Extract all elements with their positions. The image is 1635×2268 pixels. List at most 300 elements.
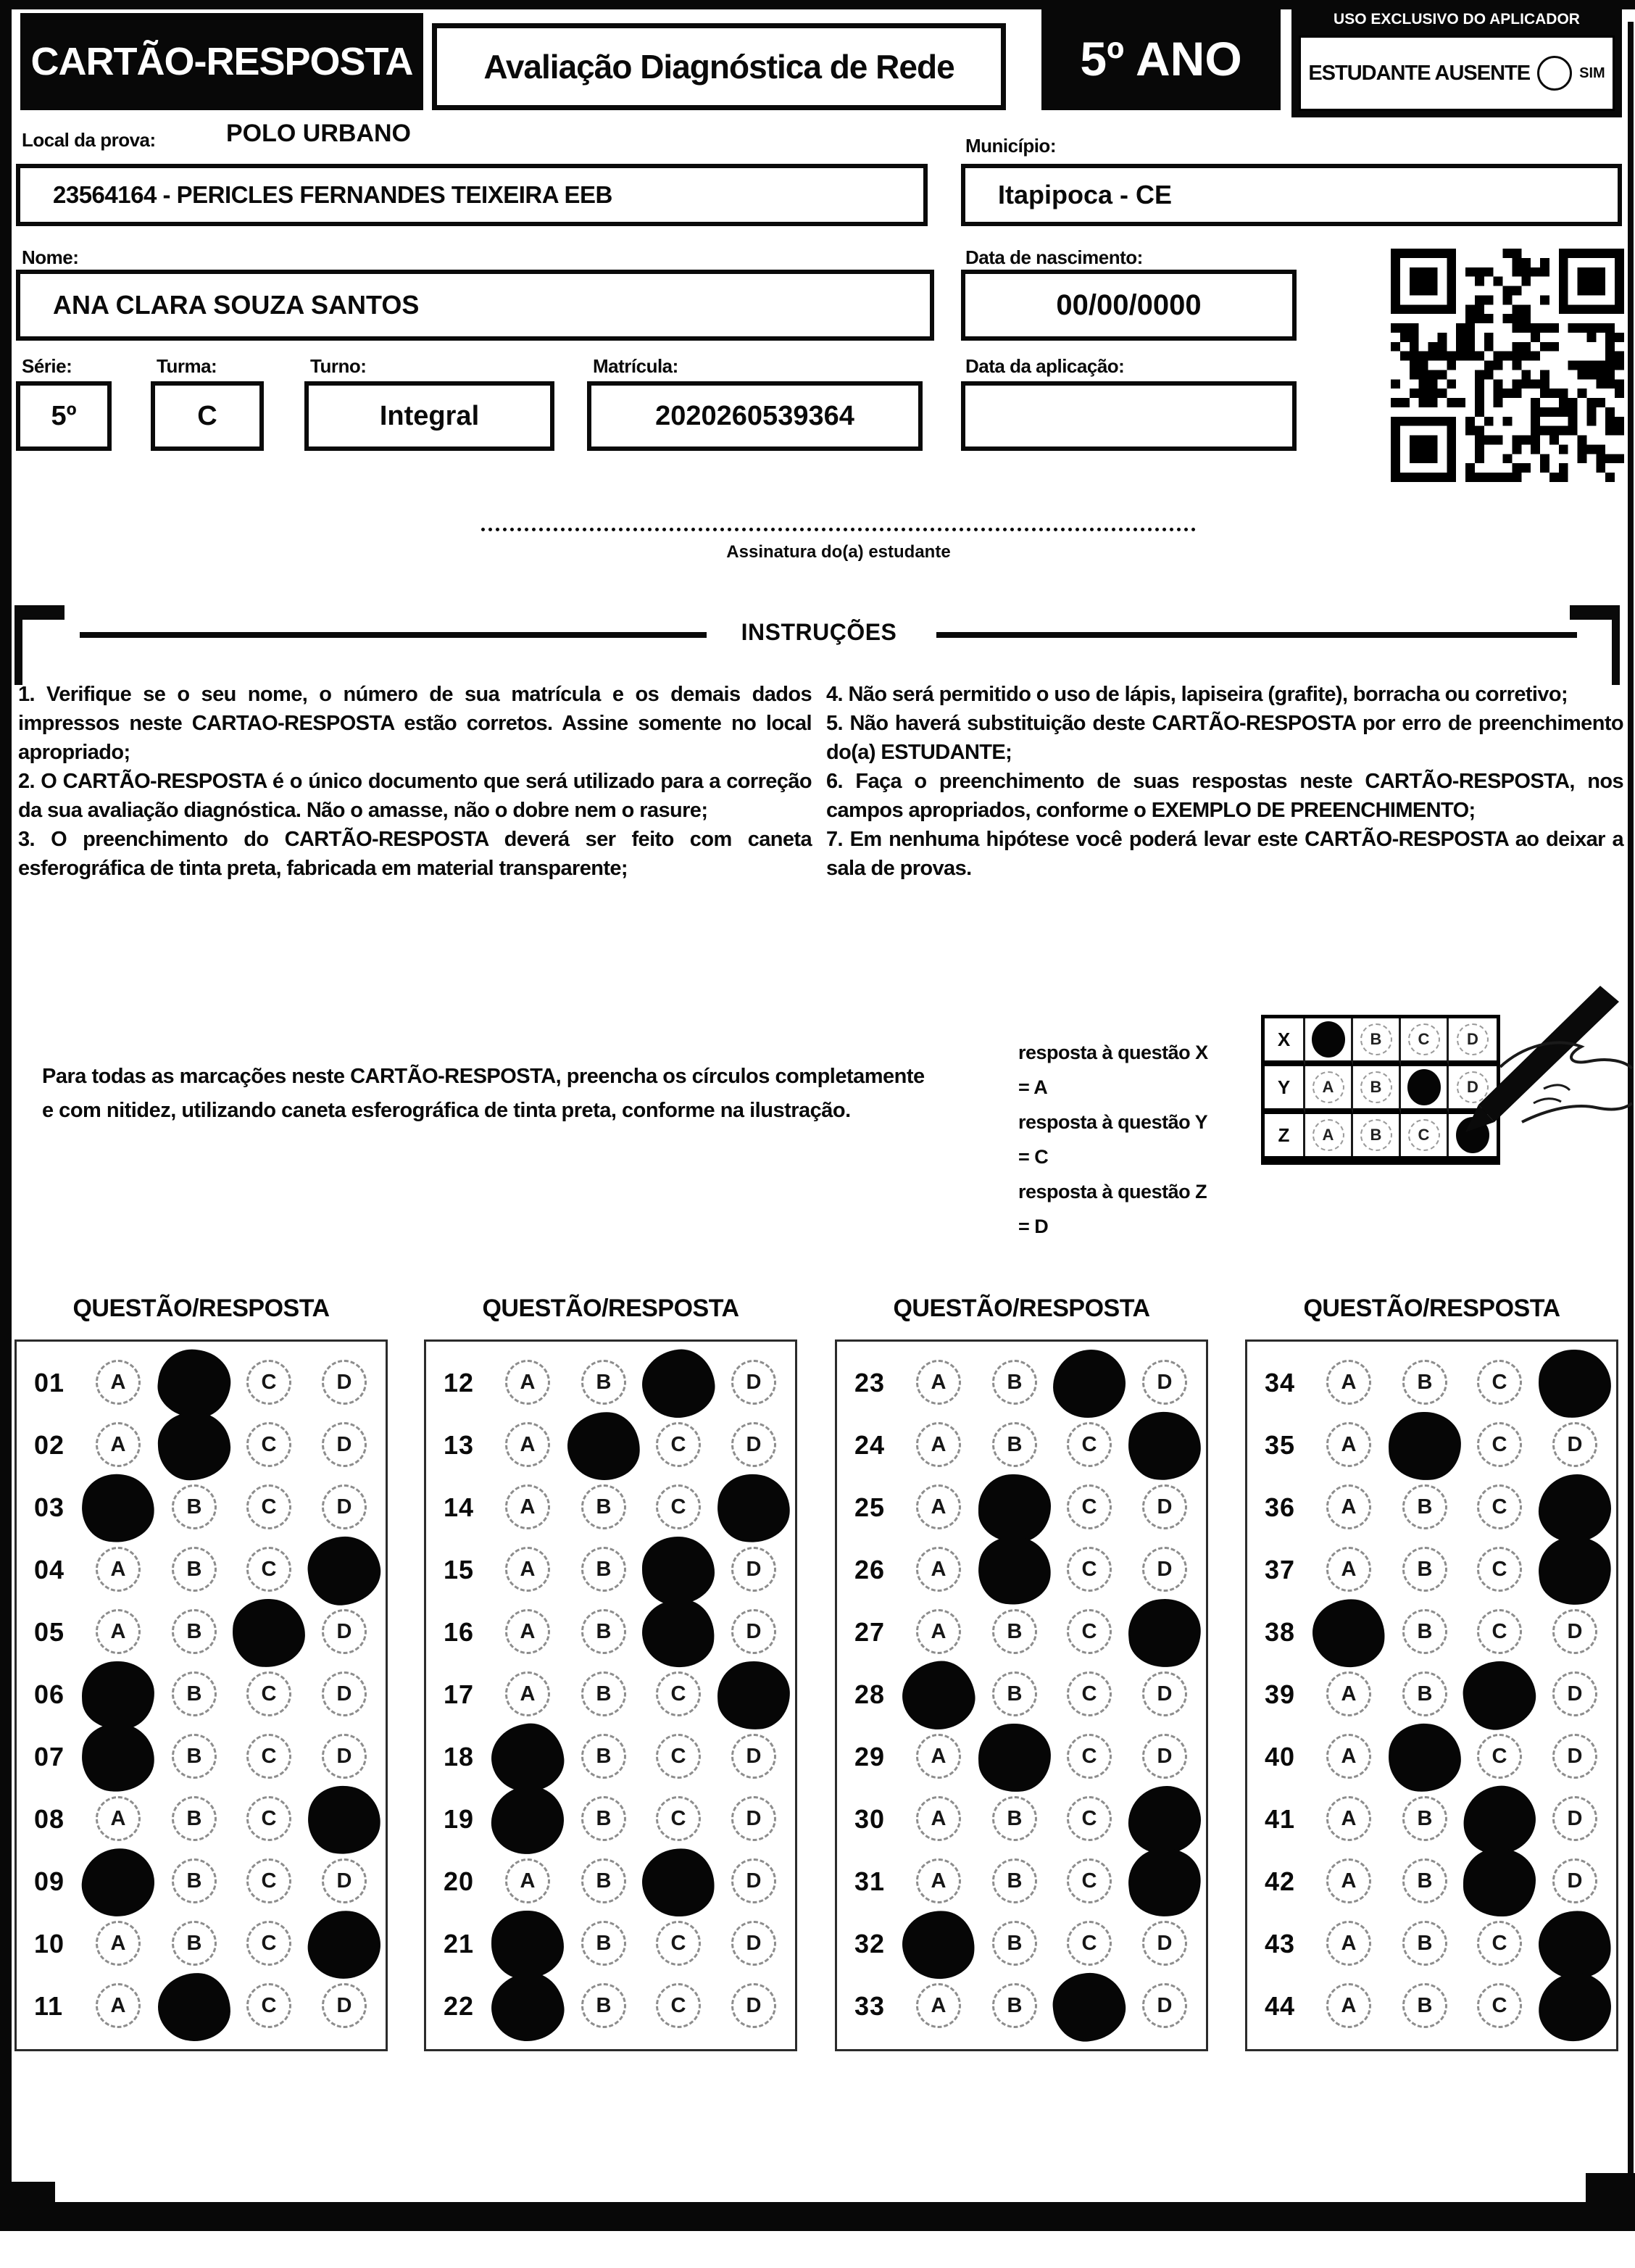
answer-bubble[interactable] bbox=[656, 1422, 701, 1467]
question-number: 26 bbox=[854, 1555, 886, 1584]
turno-value: Integral bbox=[379, 400, 480, 431]
answer-bubble[interactable] bbox=[731, 1422, 776, 1467]
answer-bubble-marked[interactable] bbox=[1128, 1785, 1202, 1855]
answer-bubble-marked[interactable] bbox=[642, 1537, 715, 1605]
answer-bubble[interactable] bbox=[1477, 1983, 1522, 2028]
answer-bubble[interactable] bbox=[1326, 1858, 1371, 1903]
answer-bubble-letter: B bbox=[186, 1619, 202, 1643]
question-row bbox=[426, 1788, 795, 1850]
answer-bubble-letter: A bbox=[1341, 1806, 1357, 1830]
question-number: 04 bbox=[34, 1555, 65, 1584]
question-number: 28 bbox=[854, 1679, 886, 1709]
answer-bubble[interactable] bbox=[172, 1484, 217, 1529]
answer-bubble-marked[interactable] bbox=[1537, 1971, 1613, 2043]
answer-bubble-letter: A bbox=[931, 1557, 947, 1581]
question-number: 24 bbox=[854, 1430, 886, 1460]
question-number: 43 bbox=[1265, 1929, 1296, 1958]
answer-bubble[interactable] bbox=[96, 1360, 141, 1405]
question-number: 01 bbox=[34, 1368, 65, 1397]
question-row bbox=[17, 1539, 386, 1601]
answer-bubble-marked[interactable] bbox=[154, 1346, 233, 1421]
turma-field bbox=[151, 381, 264, 451]
answer-bubble[interactable] bbox=[916, 1360, 961, 1405]
answer-bubble[interactable] bbox=[992, 1796, 1037, 1841]
answer-bubble[interactable] bbox=[1067, 1858, 1112, 1903]
question-number: 18 bbox=[444, 1742, 475, 1771]
answer-bubble-marked[interactable] bbox=[491, 1910, 565, 1980]
answer-bubble[interactable] bbox=[322, 1609, 367, 1654]
answer-bubble[interactable] bbox=[1402, 1921, 1447, 1966]
answer-bubble-letter: C bbox=[1492, 1370, 1507, 1394]
card-title-text: CARTÃO-RESPOSTA bbox=[30, 40, 413, 83]
answer-bubble[interactable] bbox=[1477, 1547, 1522, 1592]
answer-bubble[interactable] bbox=[172, 1734, 217, 1779]
answer-bubble-letter: C bbox=[261, 1557, 277, 1581]
absent-option-label: SIM bbox=[1579, 65, 1605, 81]
example-row-label bbox=[1265, 1114, 1305, 1156]
answer-bubble[interactable] bbox=[656, 1921, 701, 1966]
instruction-item: 3. O preenchimento do CARTÃO-RESPOSTA deverá ser feito com caneta esferográfica de tinta preta, fabricada em material transparente; bbox=[18, 828, 812, 880]
bubble-outline-icon bbox=[1312, 1119, 1344, 1151]
answer-bubble[interactable] bbox=[581, 1484, 626, 1529]
answer-bubble-marked[interactable] bbox=[304, 1782, 383, 1858]
student-absent-label: ESTUDANTE AUSENTE bbox=[1308, 61, 1531, 85]
answer-bubble[interactable] bbox=[96, 1609, 141, 1654]
answer-bubble[interactable] bbox=[505, 1671, 550, 1716]
answer-bubble[interactable] bbox=[581, 1360, 626, 1405]
aplicacao-label: Data da aplicação: bbox=[965, 355, 1125, 377]
question-number: 08 bbox=[34, 1804, 65, 1834]
question-number: 41 bbox=[1265, 1804, 1296, 1834]
answer-bubble[interactable] bbox=[322, 1983, 367, 2028]
answer-bubble-marked[interactable] bbox=[638, 1346, 717, 1421]
answer-bubble[interactable] bbox=[731, 1858, 776, 1903]
answer-bubble[interactable] bbox=[96, 1921, 141, 1966]
answer-bubble[interactable] bbox=[172, 1609, 217, 1654]
answer-bubble-marked[interactable] bbox=[1387, 1721, 1463, 1793]
answer-bubble[interactable] bbox=[1552, 1796, 1597, 1841]
example-key-line: resposta à questão Z = D bbox=[1018, 1181, 1207, 1237]
answer-bubble[interactable] bbox=[505, 1360, 550, 1405]
answer-bubble-marked[interactable] bbox=[978, 1474, 1051, 1542]
answer-bubble-letter: B bbox=[186, 1682, 202, 1706]
answer-bubble[interactable] bbox=[992, 1422, 1037, 1467]
turma-value: C bbox=[197, 400, 217, 431]
answer-bubble[interactable] bbox=[1067, 1422, 1112, 1467]
answer-bubble[interactable] bbox=[581, 1734, 626, 1779]
answer-bubble-letter: C bbox=[261, 1432, 277, 1456]
answer-bubble[interactable] bbox=[1326, 1360, 1371, 1405]
question-row bbox=[17, 1601, 386, 1663]
nascimento-field bbox=[961, 270, 1297, 341]
answer-bubble[interactable] bbox=[1552, 1609, 1597, 1654]
answer-bubble[interactable] bbox=[1477, 1360, 1522, 1405]
signature-label: Assinatura do(a) estudante bbox=[726, 542, 951, 562]
answer-bubble[interactable] bbox=[246, 1484, 291, 1529]
answer-bubble-marked[interactable] bbox=[80, 1846, 157, 1919]
question-row bbox=[837, 1788, 1206, 1850]
answer-bubble[interactable] bbox=[1067, 1921, 1112, 1966]
question-number: 06 bbox=[34, 1679, 65, 1709]
question-number: 16 bbox=[444, 1617, 475, 1647]
answer-bubble[interactable] bbox=[505, 1547, 550, 1592]
answer-bubble[interactable] bbox=[656, 1484, 701, 1529]
answer-bubble[interactable] bbox=[1402, 1547, 1447, 1592]
answer-bubble[interactable] bbox=[172, 1858, 217, 1903]
answer-bubble-marked[interactable] bbox=[716, 1659, 792, 1731]
question-row bbox=[1247, 1975, 1616, 2038]
answer-bubble-marked[interactable] bbox=[1126, 1596, 1204, 1670]
example-bubble-filled bbox=[1305, 1018, 1353, 1066]
answer-bubble-letter: D bbox=[1157, 1744, 1173, 1768]
answer-bubble-letter: C bbox=[1492, 1993, 1507, 2017]
answer-bubble[interactable] bbox=[1552, 1734, 1597, 1779]
answer-bubble[interactable] bbox=[246, 1360, 291, 1405]
answer-bubble[interactable] bbox=[1477, 1734, 1522, 1779]
answer-bubble[interactable] bbox=[322, 1484, 367, 1529]
answer-bubble-letter: C bbox=[261, 1682, 277, 1706]
answer-bubble[interactable] bbox=[322, 1671, 367, 1716]
answer-bubble[interactable] bbox=[96, 1983, 141, 2028]
answer-bubble[interactable] bbox=[246, 1796, 291, 1841]
answer-bubble-letter: A bbox=[1341, 1993, 1357, 2017]
answer-bubble[interactable] bbox=[1142, 1983, 1187, 2028]
question-row bbox=[17, 1913, 386, 1975]
answer-bubble[interactable] bbox=[916, 1734, 961, 1779]
applicator-box bbox=[1291, 4, 1622, 117]
answer-bubble[interactable] bbox=[1326, 1983, 1371, 2028]
answer-bubble[interactable] bbox=[1326, 1547, 1371, 1592]
answer-bubble[interactable] bbox=[731, 1547, 776, 1592]
question-number: 12 bbox=[444, 1368, 475, 1397]
answer-bubble-marked[interactable] bbox=[639, 1845, 717, 1919]
answer-bubble[interactable] bbox=[1402, 1360, 1447, 1405]
answer-bubble-letter: B bbox=[1007, 1806, 1023, 1830]
answer-bubble-letter: A bbox=[520, 1370, 536, 1394]
answer-bubble-letter: A bbox=[1341, 1370, 1357, 1394]
answer-bubble[interactable] bbox=[1552, 1858, 1597, 1903]
answer-bubble[interactable] bbox=[916, 1858, 961, 1903]
absent-bubble[interactable] bbox=[1537, 56, 1572, 91]
answer-bubble[interactable] bbox=[1326, 1921, 1371, 1966]
answer-bubble-marked[interactable] bbox=[1460, 1658, 1539, 1733]
answer-bubble-letter: B bbox=[186, 1931, 202, 1955]
instructions-title: INSTRUÇÕES bbox=[741, 619, 897, 645]
answer-bubble-marked[interactable] bbox=[1460, 1782, 1540, 1858]
answer-bubble[interactable] bbox=[172, 1921, 217, 1966]
instruction-item: 5. Não haverá substituição deste CARTÃO-RESPOSTA por erro de preenchimento do(a) ESTUDANTE; bbox=[826, 712, 1623, 764]
answer-bubble[interactable] bbox=[505, 1609, 550, 1654]
answer-bubble[interactable] bbox=[656, 1796, 701, 1841]
answer-bubble-marked[interactable] bbox=[714, 1471, 793, 1546]
answer-bubble-marked[interactable] bbox=[899, 1657, 979, 1733]
answers-column bbox=[14, 1339, 388, 2051]
answer-bubble[interactable] bbox=[1142, 1921, 1187, 1966]
answer-bubble[interactable] bbox=[1402, 1671, 1447, 1716]
answer-bubble[interactable] bbox=[731, 1609, 776, 1654]
question-number: 11 bbox=[34, 1991, 64, 2021]
answer-bubble-marked[interactable] bbox=[566, 1410, 642, 1482]
answer-bubble-letter: B bbox=[1417, 1931, 1433, 1955]
answer-bubble-letter: D bbox=[1157, 1682, 1173, 1706]
answer-bubble[interactable] bbox=[96, 1422, 141, 1467]
answer-bubble[interactable] bbox=[322, 1734, 367, 1779]
question-row bbox=[426, 1539, 795, 1601]
answer-bubble[interactable] bbox=[731, 1796, 776, 1841]
answer-bubble[interactable] bbox=[246, 1983, 291, 2028]
card-title bbox=[20, 13, 423, 110]
answer-bubble-marked[interactable] bbox=[1049, 1969, 1128, 2045]
answer-bubble[interactable] bbox=[1326, 1484, 1371, 1529]
question-row bbox=[837, 1476, 1206, 1539]
instruction-item: 2. O CARTÃO-RESPOSTA é o único documento que será utilizado para a correção da sua avaliação diagnóstica. Não o amasse, não o dobre nem o rasure; bbox=[18, 770, 812, 822]
answer-bubble[interactable] bbox=[581, 1921, 626, 1966]
answer-bubble-letter: A bbox=[1341, 1557, 1357, 1581]
question-number: 32 bbox=[854, 1929, 886, 1958]
answer-bubble[interactable] bbox=[1067, 1484, 1112, 1529]
answer-bubble[interactable] bbox=[581, 1858, 626, 1903]
answer-bubble[interactable] bbox=[1326, 1734, 1371, 1779]
answer-bubble-letter: D bbox=[1567, 1682, 1583, 1706]
answer-bubble[interactable] bbox=[1552, 1671, 1597, 1716]
example-bubble-letter: A bbox=[1322, 1078, 1334, 1096]
question-row bbox=[837, 1850, 1206, 1913]
answer-bubble-letter: A bbox=[110, 1931, 126, 1955]
answer-bubble-letter: D bbox=[1567, 1619, 1583, 1643]
answer-bubble[interactable] bbox=[731, 1921, 776, 1966]
answer-bubble-marked[interactable] bbox=[1463, 1848, 1536, 1916]
answer-bubble[interactable] bbox=[246, 1921, 291, 1966]
answer-bubble-marked[interactable] bbox=[488, 1721, 567, 1795]
answer-bubble[interactable] bbox=[731, 1734, 776, 1779]
question-row bbox=[426, 1601, 795, 1663]
nome-label: Nome: bbox=[22, 246, 79, 268]
answer-bubble[interactable] bbox=[246, 1547, 291, 1592]
answer-bubble[interactable] bbox=[916, 1983, 961, 2028]
answer-bubble-marked[interactable] bbox=[1538, 1474, 1612, 1543]
question-row bbox=[1247, 1601, 1616, 1663]
example-bubble-letter: C bbox=[1418, 1030, 1430, 1048]
answer-bubble[interactable] bbox=[96, 1547, 141, 1592]
question-number: 02 bbox=[34, 1430, 65, 1460]
answer-bubble[interactable] bbox=[581, 1671, 626, 1716]
answer-bubble[interactable] bbox=[1142, 1547, 1187, 1592]
answer-bubble-letter: D bbox=[1567, 1806, 1583, 1830]
question-row bbox=[426, 1850, 795, 1913]
answer-bubble[interactable] bbox=[581, 1983, 626, 2028]
answer-bubble-marked[interactable] bbox=[1125, 1844, 1205, 1920]
answer-bubble-marked[interactable] bbox=[1052, 1349, 1126, 1418]
answer-bubble[interactable] bbox=[992, 1983, 1037, 2028]
answer-bubble-marked[interactable] bbox=[157, 1411, 231, 1481]
qr-code bbox=[1391, 249, 1624, 482]
question-number: 27 bbox=[854, 1617, 886, 1647]
example-bubble-letter: B bbox=[1370, 1078, 1382, 1096]
answer-bubble[interactable] bbox=[1477, 1609, 1522, 1654]
answer-bubble[interactable] bbox=[505, 1858, 550, 1903]
question-row bbox=[17, 1476, 386, 1539]
answer-bubble-letter: C bbox=[1081, 1682, 1097, 1706]
answer-bubble-letter: A bbox=[931, 1495, 947, 1519]
question-row bbox=[1247, 1476, 1616, 1539]
example-bubble bbox=[1353, 1018, 1401, 1066]
answer-bubble[interactable] bbox=[656, 1671, 701, 1716]
answer-bubble-letter: D bbox=[1157, 1495, 1173, 1519]
answer-bubble[interactable] bbox=[731, 1983, 776, 2028]
answer-bubble[interactable] bbox=[172, 1547, 217, 1592]
answer-bubble[interactable] bbox=[1142, 1734, 1187, 1779]
example-bubble-letter: D bbox=[1467, 1078, 1478, 1096]
matricula-value: 2020260539364 bbox=[655, 400, 854, 431]
answer-bubble-marked[interactable] bbox=[79, 1721, 157, 1795]
answer-bubble[interactable] bbox=[322, 1422, 367, 1467]
answer-bubble-letter: B bbox=[1007, 1682, 1023, 1706]
answer-bubble[interactable] bbox=[581, 1547, 626, 1592]
answer-bubble[interactable] bbox=[1326, 1796, 1371, 1841]
answer-bubble-letter: D bbox=[336, 1432, 352, 1456]
answer-bubble[interactable] bbox=[1402, 1484, 1447, 1529]
applicator-label: USO EXCLUSIVO DO APLICADOR bbox=[1334, 11, 1580, 28]
answer-bubble-marked[interactable] bbox=[231, 1598, 306, 1668]
footer-bar bbox=[0, 2202, 1635, 2231]
answer-bubble[interactable] bbox=[1142, 1484, 1187, 1529]
answer-bubble-letter: C bbox=[1081, 1557, 1097, 1581]
answer-bubble-marked[interactable] bbox=[1309, 1595, 1388, 1671]
answer-bubble[interactable] bbox=[1067, 1609, 1112, 1654]
answer-bubble[interactable] bbox=[1067, 1796, 1112, 1841]
answer-bubble-letter: B bbox=[596, 1495, 612, 1519]
answer-bubble-marked[interactable] bbox=[490, 1785, 565, 1855]
answer-bubble-letter: C bbox=[670, 1931, 686, 1955]
answer-bubble-marked[interactable] bbox=[1126, 1410, 1203, 1483]
answer-bubble-letter: B bbox=[1007, 1993, 1023, 2017]
answer-bubble[interactable] bbox=[1142, 1360, 1187, 1405]
question-number: 10 bbox=[34, 1929, 65, 1958]
answer-bubble[interactable] bbox=[656, 1983, 701, 2028]
answer-bubble-marked[interactable] bbox=[80, 1660, 155, 1730]
answer-bubble[interactable] bbox=[1477, 1422, 1522, 1467]
answer-bubble[interactable] bbox=[172, 1796, 217, 1841]
instruction-item: 7. Em nenhuma hipótese você poderá levar este CARTÃO-RESPOSTA ao deixar a sala de provas. bbox=[826, 828, 1623, 880]
answer-bubble-marked[interactable] bbox=[1536, 1908, 1614, 1982]
question-row bbox=[837, 1352, 1206, 1414]
answer-bubble-letter: B bbox=[596, 1744, 612, 1768]
answer-bubble[interactable] bbox=[505, 1484, 550, 1529]
answer-bubble-letter: A bbox=[520, 1619, 536, 1643]
answer-bubble[interactable] bbox=[1402, 1796, 1447, 1841]
answer-bubble-marked[interactable] bbox=[1535, 1532, 1615, 1608]
answer-bubble-letter: B bbox=[1417, 1993, 1433, 2017]
answer-bubble[interactable] bbox=[1402, 1858, 1447, 1903]
answer-bubble-marked[interactable] bbox=[78, 1470, 159, 1546]
answer-bubble-marked[interactable] bbox=[1387, 1411, 1462, 1481]
answer-bubble[interactable] bbox=[992, 1360, 1037, 1405]
answer-bubble[interactable] bbox=[1067, 1671, 1112, 1716]
answer-bubble[interactable] bbox=[916, 1484, 961, 1529]
bubble-outline-icon bbox=[1360, 1119, 1392, 1151]
question-number: 40 bbox=[1265, 1742, 1296, 1771]
answer-bubble-marked[interactable] bbox=[1537, 1348, 1612, 1418]
answer-bubble[interactable] bbox=[581, 1609, 626, 1654]
answer-bubble[interactable] bbox=[656, 1734, 701, 1779]
student-absent-field bbox=[1299, 36, 1615, 111]
answer-bubble-marked[interactable] bbox=[157, 1972, 231, 2042]
answer-bubble-letter: D bbox=[1157, 1993, 1173, 2017]
answer-bubble[interactable] bbox=[246, 1671, 291, 1716]
answer-bubble[interactable] bbox=[581, 1796, 626, 1841]
answer-bubble[interactable] bbox=[1477, 1921, 1522, 1966]
answer-bubble[interactable] bbox=[992, 1858, 1037, 1903]
answer-bubble[interactable] bbox=[96, 1796, 141, 1841]
question-number: 09 bbox=[34, 1866, 65, 1896]
answer-bubble[interactable] bbox=[916, 1422, 961, 1467]
answer-bubble-letter: B bbox=[1007, 1869, 1023, 1893]
answer-bubble-marked[interactable] bbox=[899, 1907, 978, 1982]
answer-bubble[interactable] bbox=[992, 1609, 1037, 1654]
instructions-right-column bbox=[826, 680, 1623, 883]
answer-bubble-marked[interactable] bbox=[488, 1969, 568, 2045]
signature-line[interactable] bbox=[481, 528, 1196, 531]
answer-bubble[interactable] bbox=[246, 1734, 291, 1779]
answer-bubble[interactable] bbox=[246, 1858, 291, 1903]
serie-label: Série: bbox=[22, 355, 72, 377]
answer-bubble[interactable] bbox=[731, 1360, 776, 1405]
answer-bubble[interactable] bbox=[1552, 1422, 1597, 1467]
answer-bubble[interactable] bbox=[916, 1609, 961, 1654]
answer-bubble[interactable] bbox=[992, 1671, 1037, 1716]
answer-bubble[interactable] bbox=[1402, 1983, 1447, 2028]
answer-bubble-marked[interactable] bbox=[305, 1908, 383, 1982]
question-row bbox=[426, 1352, 795, 1414]
answer-bubble[interactable] bbox=[992, 1921, 1037, 1966]
question-row bbox=[837, 1726, 1206, 1788]
municipio-field bbox=[961, 164, 1622, 226]
answer-bubble[interactable] bbox=[1067, 1547, 1112, 1592]
answer-bubble[interactable] bbox=[1402, 1609, 1447, 1654]
question-number: 38 bbox=[1265, 1617, 1296, 1647]
pen-icon bbox=[1478, 986, 1619, 1122]
answer-bubble-letter: D bbox=[746, 1744, 762, 1768]
question-row bbox=[426, 1913, 795, 1975]
answer-bubble[interactable] bbox=[246, 1422, 291, 1467]
answer-bubble[interactable] bbox=[172, 1671, 217, 1716]
answer-bubble[interactable] bbox=[916, 1796, 961, 1841]
answer-bubble-letter: C bbox=[261, 1931, 277, 1955]
answer-bubble[interactable] bbox=[916, 1547, 961, 1592]
question-row bbox=[17, 1352, 386, 1414]
answer-bubble-letter: C bbox=[670, 1806, 686, 1830]
answer-bubble-marked[interactable] bbox=[977, 1722, 1052, 1793]
answer-bubble[interactable] bbox=[1142, 1671, 1187, 1716]
answer-bubble-marked[interactable] bbox=[975, 1532, 1055, 1608]
answer-bubble[interactable] bbox=[1326, 1422, 1371, 1467]
answer-bubble-marked[interactable] bbox=[304, 1532, 385, 1608]
answer-bubble[interactable] bbox=[322, 1360, 367, 1405]
answer-bubble[interactable] bbox=[1477, 1484, 1522, 1529]
answer-bubble-letter: A bbox=[931, 1619, 947, 1643]
question-row bbox=[837, 1414, 1206, 1476]
answer-bubble[interactable] bbox=[1326, 1671, 1371, 1716]
answer-bubble[interactable] bbox=[322, 1858, 367, 1903]
question-row bbox=[1247, 1663, 1616, 1726]
answer-bubble-letter: B bbox=[1417, 1370, 1433, 1394]
answer-bubble[interactable] bbox=[1067, 1734, 1112, 1779]
question-row bbox=[17, 1726, 386, 1788]
bubble-outline-icon bbox=[1360, 1071, 1392, 1103]
answer-bubble-marked[interactable] bbox=[638, 1595, 719, 1671]
question-number: 31 bbox=[854, 1866, 886, 1896]
answer-bubble[interactable] bbox=[505, 1422, 550, 1467]
